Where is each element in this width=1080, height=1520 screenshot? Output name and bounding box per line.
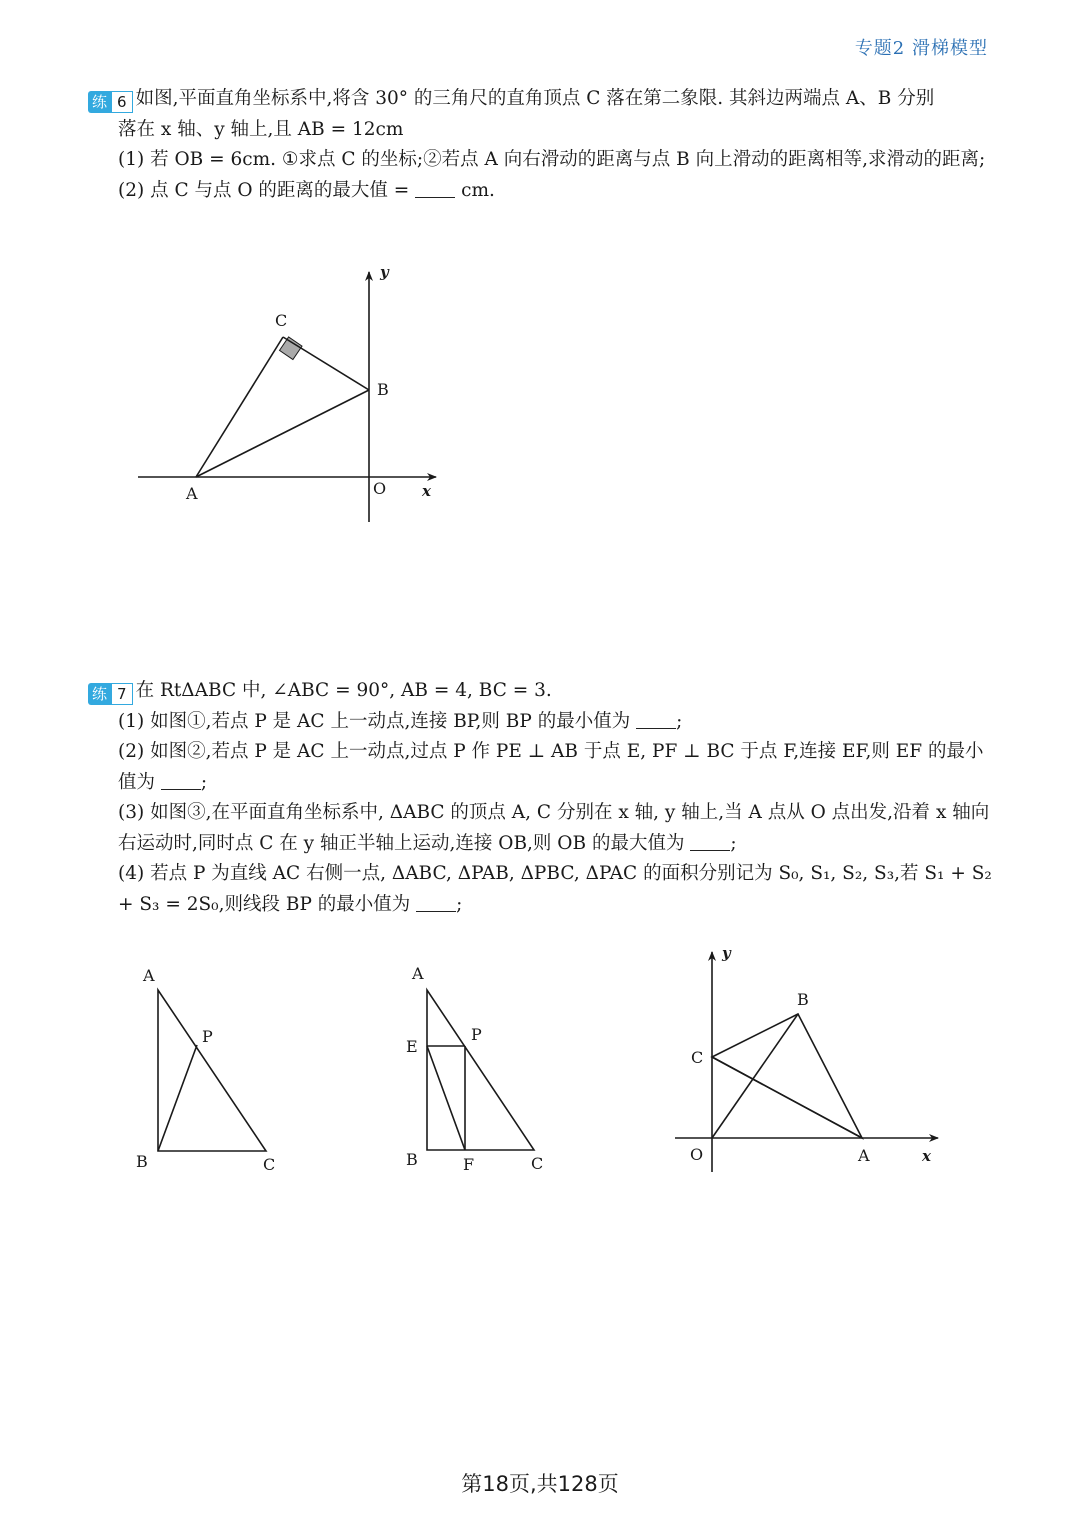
problem-6-stem-2: 落在 x 轴、y 轴上,且 AB = 12cm bbox=[118, 118, 404, 140]
problem-6-question-2: (2) 点 C 与点 O 的距离的最大值 = cm. bbox=[118, 179, 495, 201]
segment-bp bbox=[158, 1045, 197, 1151]
answer-blank bbox=[161, 771, 201, 790]
problem-6-tag: 练 6 bbox=[88, 91, 133, 113]
problem-7-question-1: (1) 如图①,若点 P 是 AC 上一动点,连接 BP,则 BP 的最小值为 ; bbox=[118, 710, 683, 732]
fig2-label-e: E bbox=[406, 1037, 418, 1056]
fig1-label-c: C bbox=[263, 1155, 276, 1174]
fig3-label-b: B bbox=[797, 990, 809, 1009]
label-c: C bbox=[275, 311, 288, 330]
fig3-label-o: O bbox=[690, 1145, 704, 1164]
answer-blank bbox=[690, 832, 730, 851]
fig2-label-p: P bbox=[471, 1025, 482, 1044]
segment-ab bbox=[196, 390, 369, 477]
fig3-label-a: A bbox=[858, 1146, 870, 1165]
problem-7-figure-3 bbox=[675, 944, 938, 1172]
fig3-label-y: y bbox=[722, 944, 731, 962]
problem-7-line1 bbox=[88, 676, 996, 707]
fig1-label-p: P bbox=[202, 1027, 213, 1046]
problem-6-stem-1: 如图,平面直角坐标系中,将含 30° 的三角尺的直角顶点 C 落在第二象限. 其斜边两端点 A、B 分别 bbox=[135, 88, 935, 109]
problem-7 bbox=[88, 676, 996, 920]
label-a: A bbox=[186, 484, 198, 503]
problem-6-question-1: (1) 若 OB = 6cm. ①求点 C 的坐标;②若点 A 向右滑动的距离与点 B 向上滑动的距离相等,求滑动的距离; bbox=[118, 149, 986, 170]
problem-7-figure-2 bbox=[406, 964, 543, 1174]
segment-cb bbox=[283, 337, 369, 390]
page-number: 第18页,共128页 bbox=[461, 1472, 619, 1496]
triangle-abc bbox=[712, 1014, 862, 1138]
problem-7-stem: 在 RtΔABC 中, ∠ABC = 90°, AB = 4, BC = 3. bbox=[135, 680, 552, 701]
fig2-label-b: B bbox=[406, 1150, 418, 1169]
right-angle-mark bbox=[280, 337, 303, 360]
label-y: y bbox=[380, 263, 389, 281]
triangle-abc bbox=[158, 990, 266, 1151]
fig2-label-a: A bbox=[412, 964, 424, 983]
segment-ca bbox=[712, 1057, 862, 1138]
label-b: B bbox=[377, 380, 389, 399]
fig2-label-f: F bbox=[463, 1155, 475, 1174]
problem-7-question-3: (3) 如图③,在平面直角坐标系中, ΔABC 的顶点 A, C 分别在 x 轴, y 轴上,当 A 点从 O 点出发,沿着 x 轴向右运动时,同时点 C 在 y 轴正半轴上运动,连接 OB,则 OB 的最大值为 ; bbox=[118, 802, 990, 854]
fig3-label-x: x bbox=[922, 1147, 931, 1165]
segment-ob bbox=[712, 1014, 798, 1138]
label-x: x bbox=[422, 482, 431, 500]
label-o: O bbox=[373, 479, 387, 498]
fig1-label-b: B bbox=[136, 1152, 148, 1171]
fig3-label-c: C bbox=[691, 1048, 704, 1067]
answer-blank bbox=[636, 710, 676, 729]
problem-7-question-2: (2) 如图②,若点 P 是 AC 上一动点,过点 P 作 PE ⊥ AB 于点 E, PF ⊥ BC 于点 F,连接 EF,则 EF 的最小值为 ; bbox=[118, 741, 984, 793]
chapter-header: 专题2 滑梯模型 bbox=[854, 38, 988, 59]
problem-7-question-4: (4) 若点 P 为直线 AC 右侧一点, ΔABC, ΔPAB, ΔPBC, ΔPAC 的面积分别记为 S₀, S₁, S₂, S₃,若 S₁ + S₂ + S₃ = 2S₀,则线段 BP 的最小值为 ; bbox=[118, 863, 992, 915]
fig1-label-a: A bbox=[143, 966, 155, 985]
triangle-abc bbox=[427, 990, 534, 1150]
fig2-label-c: C bbox=[531, 1154, 544, 1173]
answer-blank bbox=[416, 893, 456, 912]
problem-7-figure-1 bbox=[136, 966, 275, 1174]
segment-ef bbox=[427, 1046, 465, 1150]
problem-7-tag: 练 7 bbox=[88, 683, 133, 705]
